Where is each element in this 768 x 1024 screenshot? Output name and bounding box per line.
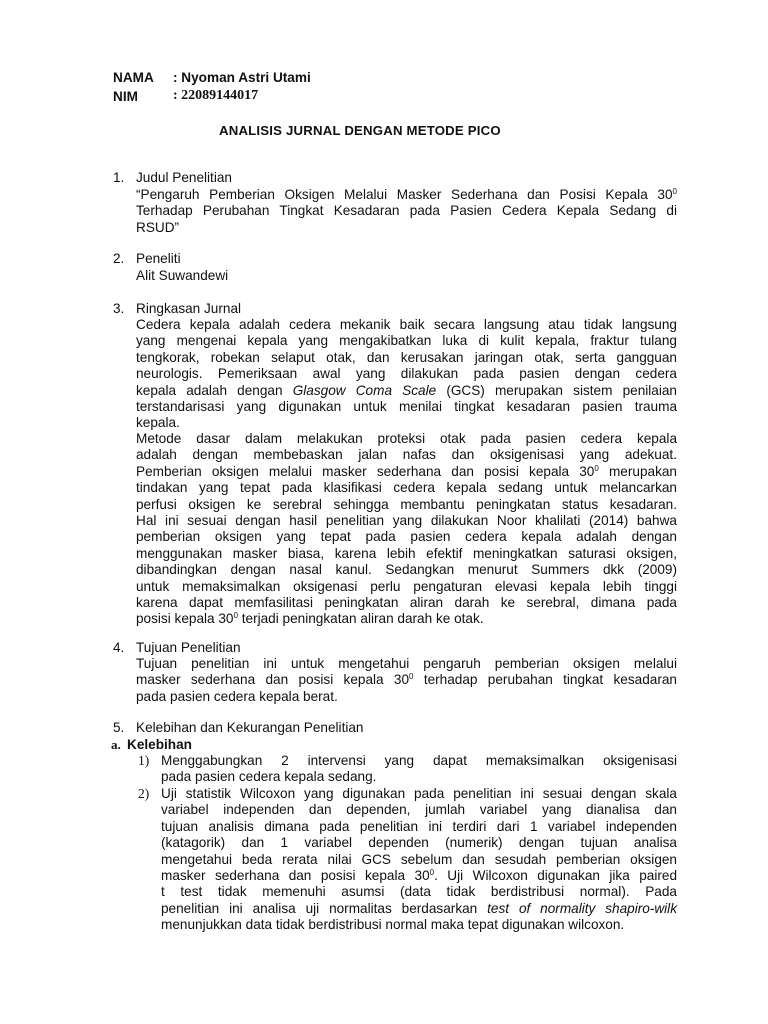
- text-line: posisi kepala $30^0$ terjadi peningkatan aliran darah ke otak.: [136, 611, 484, 627]
- nama-value: : Nyoman Astri Utami: [173, 70, 311, 85]
- text-line: terstandarisasi yang digunakan untuk menilai tingkat kesadaran pasien trauma: [136, 399, 677, 415]
- text-line: tujuan analisis dimana pada penelitian ini terdiri dari 1 variabel independen: [161, 818, 677, 834]
- item-2-marker: 2): [138, 786, 150, 801]
- nim-label: NIM: [113, 89, 138, 104]
- subsection-a-marker: a.: [111, 737, 121, 752]
- text-line: mengetahui beda rerata nilai GCS sebelum dan sesudah pemberian oksigen: [161, 851, 677, 867]
- text-line: masker sederhana dan posisi kepala $30^0$. Uji Wilcoxon digunakan jika paired: [161, 868, 678, 884]
- text-line: pada pasien cedera kepala berat.: [136, 688, 338, 704]
- text-line: tindakan yang tepat pada klasifikasi cedera kepala sedang untuk melancarkan: [136, 480, 677, 496]
- section-2-body: Alit Suwandewi: [136, 268, 229, 283]
- item-1-marker: 1): [138, 753, 150, 768]
- text-line: yang mengenai kepala yang mengakibatkan luka di kulit kepala, fraktur tulang: [136, 333, 677, 349]
- text-line: Terhadap Perubahan Tingkat Kesadaran pada Pasien Cedera Kepala Sedang di: [136, 203, 677, 219]
- text-line: neurologis. Pemeriksaan awal yang dilakukan pada pasien dengan cedera: [136, 366, 677, 382]
- section-3-heading: Ringkasan Jurnal: [136, 301, 242, 316]
- nim-value: : 22089144017: [173, 88, 259, 103]
- text-line: kepala adalah dengan Glasgow Coma Scale (GCS) merupakan sistem penilaian: [136, 382, 677, 398]
- section-3-paragraph-1: [136, 317, 677, 432]
- item-1-body: [161, 753, 677, 786]
- text-line: RSUD”: [136, 219, 180, 235]
- text-line: kepala.: [136, 415, 180, 431]
- text-line: adalah dengan membebaskan jalan nafas dan oksigenisasi yang adekuat.: [136, 447, 677, 463]
- text-line: t test tidak memenuhi asumsi (data tidak berdistribusi normal). Pada: [161, 884, 677, 900]
- section-1-body: [136, 187, 677, 236]
- item-2-body: [161, 786, 677, 934]
- section-3-number: 3.: [113, 301, 125, 316]
- text-line: Menggabungkan 2 intervensi yang dapat memaksimalkan oksigenisasi: [161, 753, 677, 768]
- text-line: menggunakan masker biasa, karena lebih efektif meningkatkan saturasi oksigen,: [136, 545, 677, 561]
- text-line: untuk memaksimalkan oksigenasi perlu pengaturan elevasi kepala lebih tinggi: [136, 578, 677, 594]
- text-line: Pemberian oksigen melalui masker sederhana dan posisi kepala $30^0$ merupakan: [136, 463, 677, 479]
- text-line: Hal ini sesuai dengan hasil penelitian yang dilakukan Noor khalilati (2014) bahwa: [136, 513, 677, 529]
- text-line: variabel independen dan dependen, jumlah variabel yang dianalisa dan: [161, 802, 677, 818]
- text-line: masker sederhana dan posisi kepala $30^0$ terhadap perubahan tingkat kesadaran: [136, 672, 677, 688]
- section-3-paragraph-2: [136, 431, 677, 628]
- text-line: penelitian ini analisa uji normalitas berdasarkan test of normality shapiro-wilk: [161, 900, 677, 916]
- text-line: dibandingkan dengan nasal kanul. Sedangkan menurut Summers dkk (2009): [136, 562, 677, 578]
- section-1-heading: Judul Penelitian: [136, 170, 232, 185]
- section-4-heading: Tujuan Penelitian: [136, 640, 241, 655]
- text-line: (katagorik) dan 1 variabel dependen (numerik) dengan tujuan analisa: [161, 835, 677, 851]
- text-line: karena dapat memfasilitasi peningkatan aliran darah ke serebral, dimana pada: [136, 595, 677, 611]
- text-line: Tujuan penelitian ini untuk mengetahui pengaruh pemberian oksigen melalui: [136, 656, 677, 671]
- text-line: pada pasien cedera kepala sedang.: [161, 769, 377, 785]
- section-2-number: 2.: [113, 251, 125, 266]
- text-line: tengkorak, robekan selaput otak, dan kerusakan jaringan otak, serta gangguan: [136, 349, 677, 365]
- section-5-heading: Kelebihan dan Kekurangan Penelitian: [136, 720, 364, 735]
- text-line: pemberian oksigen yang tepat pada pasien cedera kepala adalah dengan: [136, 529, 677, 545]
- section-4-number: 4.: [113, 640, 125, 655]
- text-line: Metode dasar dalam melakukan proteksi otak pada pasien cedera kepala: [136, 431, 677, 446]
- text-line: Uji statistik Wilcoxon yang digunakan pada penelitian ini sesuai dengan skala: [161, 786, 677, 801]
- section-5-number: 5.: [113, 720, 125, 735]
- text-line: menunjukkan data tidak berdistribusi normal maka tepat digunakan wilcoxon.: [161, 917, 625, 933]
- subsection-a-label: Kelebihan: [127, 737, 192, 752]
- text-line: Cedera kepala adalah cedera mekanik baik secara langsung atau tidak langsung: [136, 317, 677, 332]
- text-line: perfusi oksigen ke serebral sehingga membantu peningkatan status kesadaran.: [136, 496, 677, 512]
- page-title: ANALISIS JURNAL DENGAN METODE PICO: [219, 123, 501, 138]
- section-2-heading: Peneliti: [136, 251, 181, 266]
- nama-label: NAMA: [113, 70, 154, 85]
- section-4-body: [136, 656, 677, 705]
- text-line: “Pengaruh Pemberian Oksigen Melalui Masker Sederhana dan Posisi Kepala $30^0$: [136, 187, 677, 202]
- section-1-number: 1.: [113, 170, 125, 185]
